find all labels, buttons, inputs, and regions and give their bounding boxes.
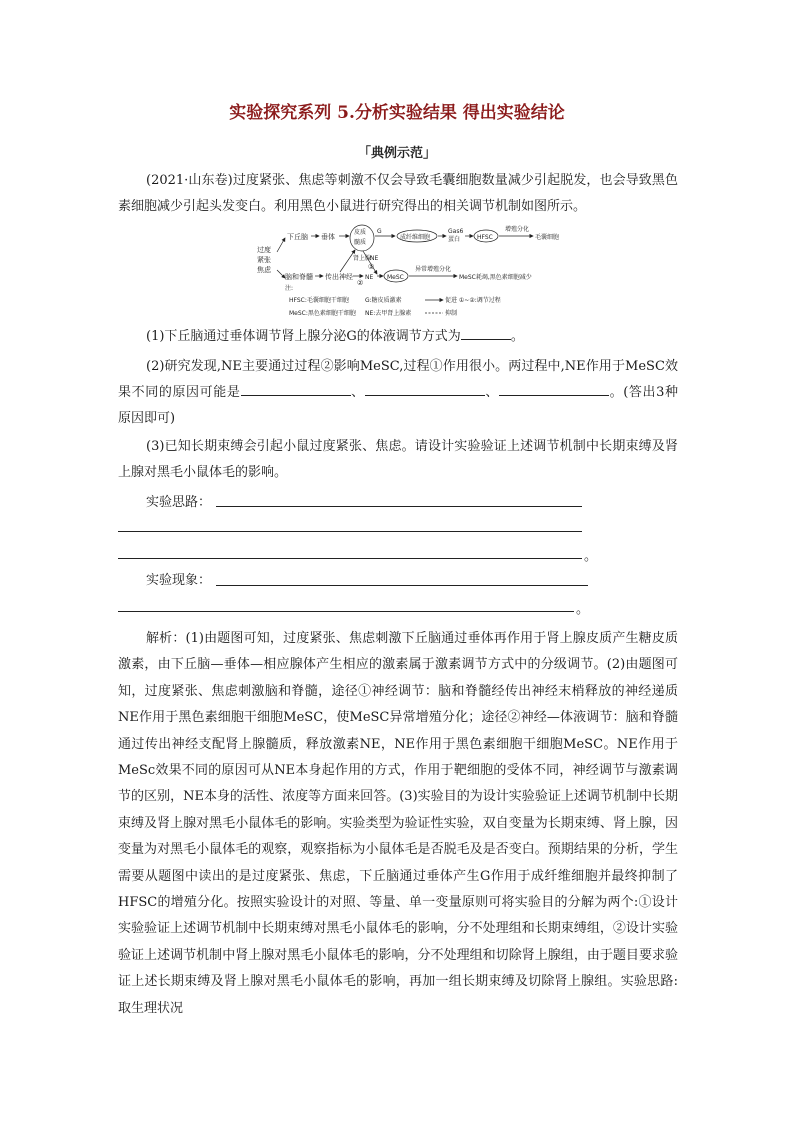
q2-separator-1: 、 [350,385,365,400]
brain-spinal-label: 脑和脊髓 [285,273,313,281]
section-subtitle: 「典例示范」 [357,146,436,161]
question-1-end: 。 [510,329,524,344]
arrow-stim-hypothalamus [277,238,285,252]
analysis-paragraph: 解析：(1)由题图可知，过度紧张、焦虑刺激下丘脑通过垂体再作用于肾上腺皮质产生糖皮质激素，由下丘脑—垂体—相应腺体产生相应的激素属于激素调节方式中的分级调节。(2)由题图可知，过度紧张、焦虑刺激脑和脊髓，途径①神经调节：脑和脊髓经传出神经末梢释放的神经递质NE作用于黑色素细胞干细胞MeSC，使MeSC异常增殖分化；途径②神经—体液调节：脑和脊髓通过传出神经支配肾上腺髓质，释放激素NE，NE作用于黑色素细胞干细胞MeSC。NE作用于MeSc效果不同的原因可从NE本身起作用的方式，作用于靶细胞的受体不同，神经调节与激素调节的区别，NE本身的活性、浓度等方面来回答。(3)实验目的为设计实验验证上述调节机制中长期束缚及肾上腺对黑毛小鼠体毛的影响。实验类型为验证性实验，双自变量为长期束缚、肾上腺，因变量为对黑毛小鼠体毛的观察，观察指标为小鼠体毛是否脱毛及是否变白。预期结果的分析，学生需要从题图中读出的是过度紧张、焦虑，下丘脑通过垂体产生G作用于成纤维细胞并最终抑制了HFSC的增殖分化。按照实验设计的对照、等量、单一变量原则可将实验目的分解为两个:①设计实验验证上述调节机制中长期束缚对黑毛小鼠体毛的影响，分不处理组和长期束缚组，②设计实验验证上述调节机制中肾上腺对黑毛小鼠体毛的影响，分不处理组和切除肾上腺组，由于题目要求验证上述长期束缚及肾上腺对黑毛小鼠体毛的影响，再加一组长期束缚及切除肾上腺组。实验思路:取生理状况 [118,631,678,1016]
adrenal-cortex-label: 皮质 [354,229,367,236]
follicle-cell-label: 毛囊细胞 [535,234,560,241]
phenomenon-line-1[interactable] [216,585,588,586]
stimulus-label-3: 焦虑 [257,266,271,274]
stimulus-label-1: 过度 [257,246,271,254]
fibroblast-label: 成纤维细胞 [400,234,431,241]
answer-blank-2a[interactable] [241,381,351,396]
page-title: 实验探究系列 5.分析实验结果 得出实验结论 [229,103,565,123]
phenomenon-line-2[interactable] [118,611,574,612]
efferent-nerve-label: 传出神经 [325,273,353,281]
question-2-text: (2)研究发现,NE主要通过过程②影响MeSC,过程①作用很小。两过程中,NE作用于MeSC效果不同的原因可能是 [118,359,678,400]
mechanism-diagram [255,222,585,322]
phenomenon-label: 实验现象： [146,573,212,588]
question-2 [118,354,678,432]
stimulus-label-2: 紧张 [257,256,271,264]
legend-g: G:糖皮质激素 [365,297,402,304]
path-2-label: ② [357,279,364,287]
ne-label-top: NE [370,255,379,262]
mesc-label: MeSC [387,274,404,281]
idea-line-1[interactable] [216,506,582,507]
ne-label-bottom: NE [365,274,374,281]
adrenal-label: 肾上腺 [353,255,372,262]
legend-hfsc: HFSC:毛囊细胞干细胞 [289,297,349,304]
legend-promote: 促进 ①~②:调节过程 [445,297,501,304]
answer-blank-2b[interactable] [365,381,485,396]
question-2-end: 。(答出3种原因即可) [118,385,678,426]
note-label: 注: [285,285,294,292]
legend-mesc: MeSC:黑色素细胞干细胞 [289,310,356,317]
phenomenon-end: 。 [576,602,590,617]
q2-separator-2: 、 [484,385,499,400]
idea-label: 实验思路： [146,495,212,510]
path-1-label: ① [368,263,375,271]
question-1 [118,324,678,350]
legend-ne: NE:去甲肾上腺素 [365,310,412,317]
arrow-stim-brain [277,270,285,278]
gas6-protein-label: 蛋白 [448,236,461,243]
question-3: (3)已知长期束缚会引起小鼠过度紧张、焦虑。请设计实验验证上述调节机制中长期束缚及肾上腺对黑毛小鼠体毛的影响。 [118,439,678,480]
answer-blank-2c[interactable] [499,381,609,396]
mesc-abnormal-label: 异常增殖分化 [415,266,452,273]
legend-inhibit: 抑制 [445,310,458,317]
idea-end: 。 [584,549,598,564]
hfsc-label: HFSC [477,234,493,241]
intro-paragraph: (2021·山东卷)过度紧张、焦虑等刺激不仅会导致毛囊细胞数量减少引起脱发，也会导致黑色素细胞减少引起头发变白。利用黑色小鼠进行研究得出的相关调节机制如图所示。 [118,173,678,214]
question-1-text: (1)下丘脑通过垂体调节肾上腺分泌G的体液调节方式为 [146,329,461,344]
pituitary-label: 垂体 [321,233,335,241]
g-label: G [377,228,382,235]
idea-line-3[interactable] [118,558,582,559]
hfsc-proliferate-label: 增殖分化 [505,226,530,233]
mesc-result-label: MeSC耗竭,黑色素细胞减少 [459,274,532,281]
answer-blank-1[interactable] [461,325,511,340]
adrenal-medulla-label: 髓质 [354,239,367,246]
idea-line-2[interactable] [118,531,582,532]
gas6-label: Gas6 [448,228,464,235]
hypothalamus-label: 下丘脑 [287,233,308,241]
